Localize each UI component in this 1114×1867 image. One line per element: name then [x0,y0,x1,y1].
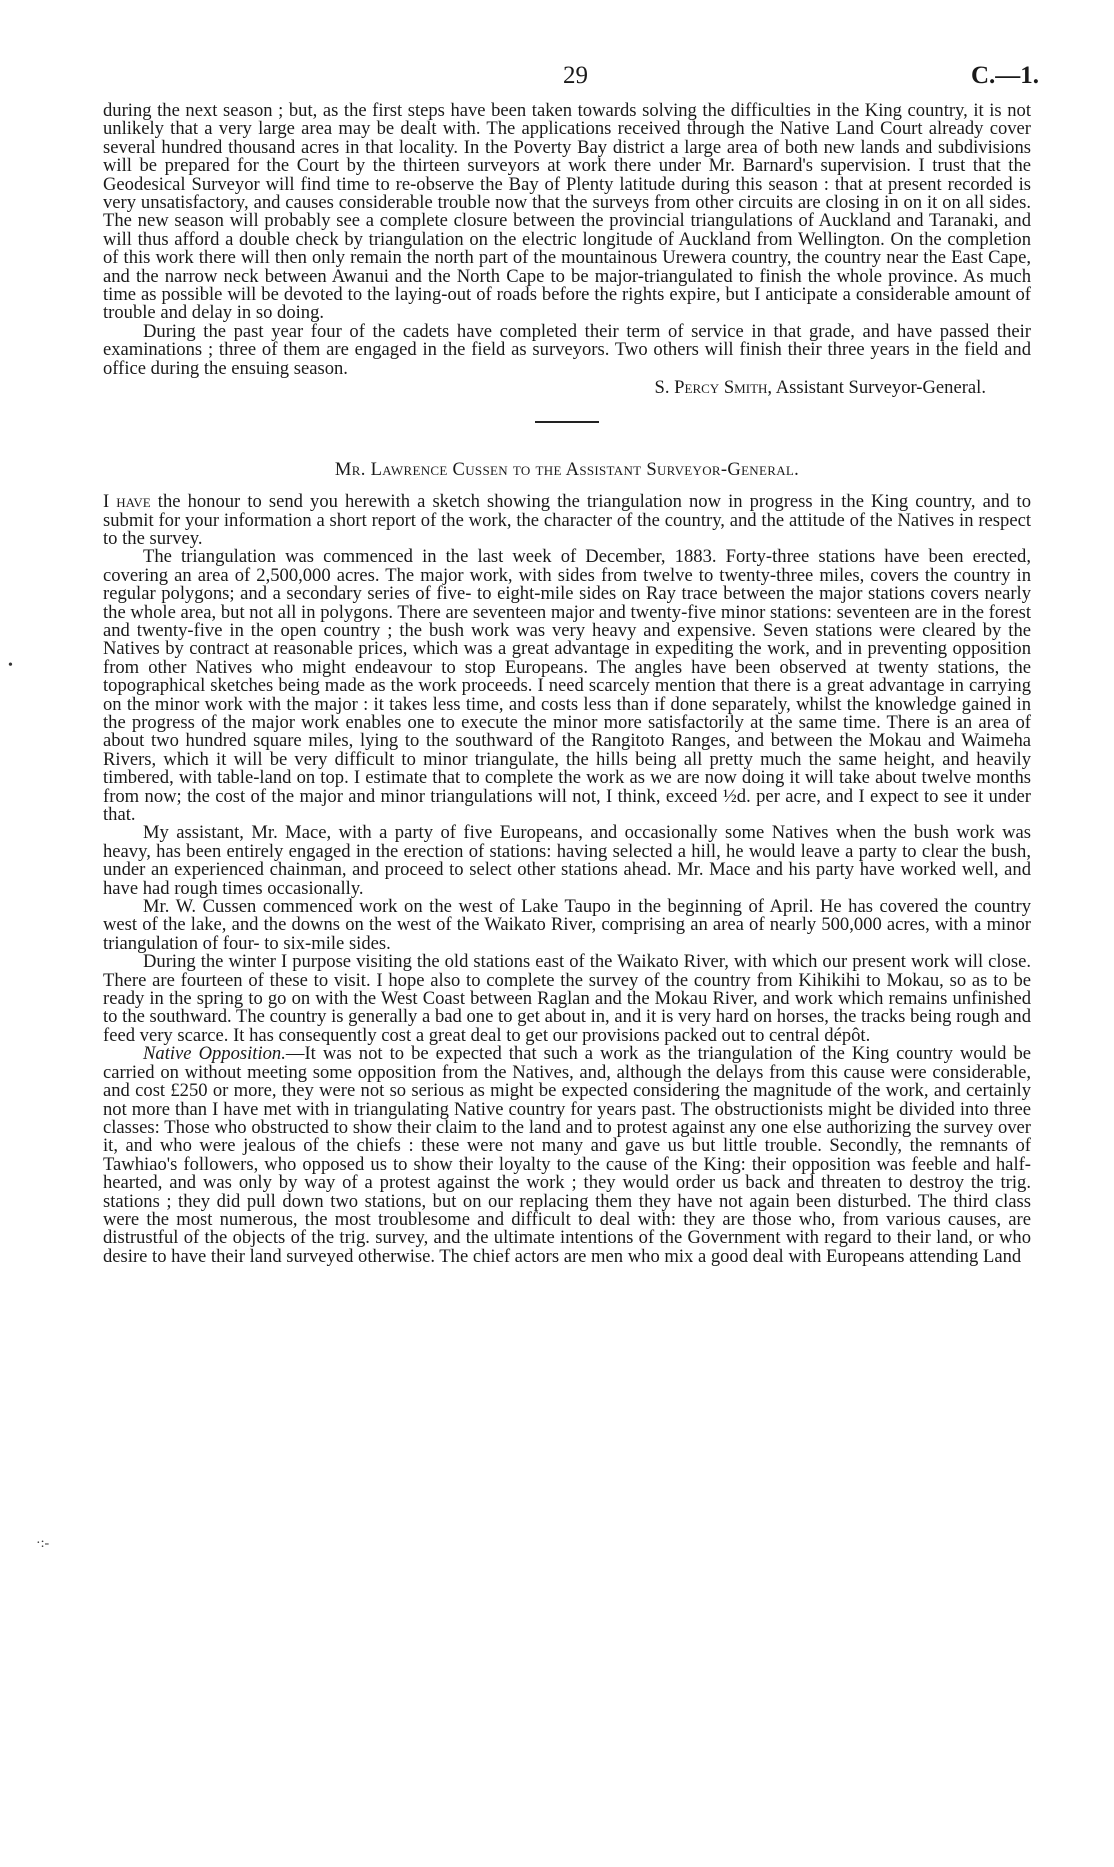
letter-paragraph: My assistant, Mr. Mace, with a party of five Europeans, and occasionally some Natives when the bush work was heavy, has been entirely engaged in the erection of stations: having selected a hill, he would leave a party to clear the bush, under an experienced chainman, and proceed to select other stations ahead. Mr. Mace and his party have worked well, and have had rough times occasionally. [103,822,1031,899]
document-page [103,62,1039,1267]
section-divider [535,421,599,423]
native-opposition-paragraph [103,1045,1031,1266]
report-paragraph: During the past year four of the cadets have completed their term of service in that grade, and have passed their examinations ; three of them are engaged in the field as surveyors. Two others will finish their three years in the field and office during the ensuing season. [103,320,1031,379]
opening-smallcaps: I have [103,491,151,513]
margin-mark-dot: • [8,658,13,673]
opening-text: the honour to send you herewith a sketch showing the triangulation now in progress in the King country, and to submit for your information a short report of the work, the character of the country, and the attitude of the Natives in respect to the survey. [103,491,1031,549]
signature-name: S. Percy Smith, [654,377,773,399]
letter-opening-paragraph [103,493,1031,548]
letter-section [103,459,1031,1266]
series-code: C.—1. [970,62,1039,89]
signature-title: Assistant Surveyor-General. [775,377,986,399]
page-number: 29 [563,62,588,89]
report-section [103,102,1031,397]
native-opposition-text: —It was not to be expected that such a work as the triangulation of the King country would be carried on without meeting some opposition from the Natives, and, although the delays from this cause were considerable, and cost £250 or more, they were not so serious as might be expected considering the magnitude of the work, and certainly not more than I have met with in triangulating Native country for years past. The obstructionists might be divided into three classes: Those who obstructed to show their claim to the land and to protest against any one else authorizing the survey over it, and who were jealous of the chiefs : these were not many and gave us but little trouble. Secondly, the remnants of Tawhiao's followers, who opposed us to show their loyalty to the cause of the King: their opposition was feeble and half-hearted, and was only by way of a protest against the work ; they would order us back and threaten to destroy the trig. stations ; they did pull down two stations, but on our replacing them they have not again been disturbed. The third class were the most numerous, the most troublesome and difficult to deal with: they are those who, from various causes, are distrustful of the objects of the trig. survey, and the ultimate intentions of the Government with regard to their land, or who desire to have their land surveyed otherwise. The chief actors are men who mix a good deal with Europeans attending Land [103,1043,1032,1267]
letter-paragraph: Mr. W. Cussen commenced work on the west of Lake Taupo in the beginning of April. He has covered the country west of the lake, and the downs on the west of the Waikato River, comprising an area of nearly 500,000 acres, with a minor triangulation of four- to six-mile sides. [103,896,1031,954]
native-opposition-label: Native Opposition. [143,1043,286,1065]
letter-paragraph: During the winter I purpose visiting the old stations east of the Waikato River, with which our present work will close. There are fourteen of these to visit. I hope also to complete the survey of the country from Kihikihi to Mokau, so as to be ready in the spring to go on with the West Coast between Raglan and the Mokau River, and work which remains unfinished to the southward. The country is generally a bad one to get about in, and it is very hard on horses, the tracks being rough and feed very scarce. It has consequently cost a great deal to get our provisions packed out to central dépôt. [103,951,1031,1046]
signature [103,378,1031,397]
margin-mark-dash: ·:- [36,1536,50,1551]
letter-heading: Mr. Lawrence Cussen to the Assistant Surveyor-General. [334,459,800,481]
letter-paragraph: The triangulation was commenced in the last week of December, 1883. Forty-three stations have been erected, covering an area of 2,500,000 acres. The major work, with sides from twelve to twenty-three miles, covers the country in regular polygons; and a secondary series of five- to eight-mile sides on Ray trace between the major stations covers nearly the whole area, but not all in polygons. There are seventeen major and twenty-five minor stations: seventeen are in the forest and twenty-five in the open country ; the bush work was very heavy and expensive. Seven stations were cleared by the Natives by contract at reasonable prices, which was a great advantage in expediting the work, and in preventing opposition from other Natives who might endeavour to stop Europeans. The angles have been observed at twenty stations, the topographical sketches being made as the work proceeds. I need scarcely mention that there is a great advantage in carrying on the minor work with the major : it takes less time, and costs less than if done separately, whilst the knowledge gained in the progress of the major work enables one to execute the minor more satisfactorily at the same time. There is an area of about two hundred square miles, lying to the southward of the Rangitoto Ranges, and between the Mokau and Waimeha Rivers, which it will be very difficult to minor triangulate, the hills being all pretty much the same height, and heavily timbered, with table-land on top. I estimate that to complete the work as we are now doing it will take about twelve months from now; the cost of the major and minor triangulations will not, I think, exceed ½d. per acre, and I expect to see it under that. [103,546,1031,825]
page-header [103,62,1039,102]
report-paragraph: during the next season ; but, as the first steps have been taken towards solving the difficulties in the King country, it is not unlikely that a very large area may be dealt with. The applications received through the Native Land Court already cover several hundred thousand acres in that locality. In the Poverty Bay district a large area of both new lands and subdivisions will be prepared for the Court by the thirteen surveyors at work there under Mr. Barnard's supervision. I trust that the Geodesical Surveyor will find time to re-observe the Bay of Plenty latitude during this season : that at present recorded is very unsatisfactory, and causes considerable trouble now that the surveys from other circuits are closing in on it on all sides. The new season will probably see a complete closure between the provincial triangulations of Auckland and Taranaki, and will thus afford a double check by triangulation on the electric longitude of Auckland from Wellington. On the completion of this work there will then only remain the north part of the mountainous Urewera country, the country near the East Cape, and the narrow neck between Awanui and the North Cape to be major-triangulated to finish the whole province. As much time as possible will be devoted to the laying-out of roads before the rights expire, but I anticipate a considerable amount of trouble and delay in so doing. [103,100,1031,324]
